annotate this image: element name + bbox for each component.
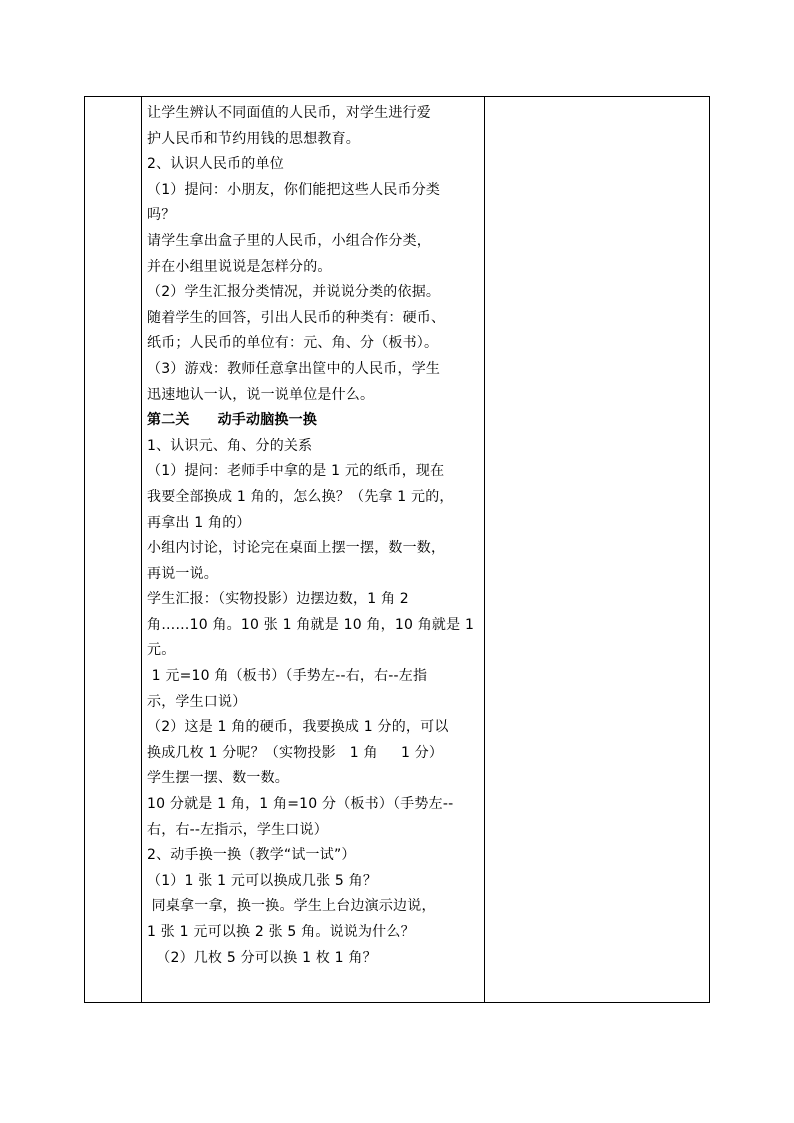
section-heading: 2、认识人民币的单位	[147, 156, 284, 173]
text-line: 再拿出 1 角的）	[147, 514, 251, 531]
text-line: （2）学生汇报分类情况，并说说分类的依据。	[147, 284, 441, 301]
text-line: 学生汇报：（实物投影）边摆边数，1 角 2	[147, 591, 409, 608]
stage-label: 第二关	[147, 412, 190, 429]
text-line: 右，右--左指示，学生口说）	[147, 821, 328, 838]
text-line: 换成几枚 1 分呢？（实物投影 1 角 1 分）	[147, 744, 444, 761]
lesson-content-cell	[147, 101, 481, 971]
text-line: 随着学生的回答，引出人民币的种类有：硬币、	[147, 309, 446, 326]
text-line: 1 元=10 角（板书）（手势左--右，右--左指	[147, 668, 428, 685]
text-line: （1）提问：小朋友，你们能把这些人民币分类	[147, 181, 441, 198]
text-line: （1）提问：老师手中拿的是 1 元的纸币，现在	[147, 463, 445, 480]
stage-heading	[147, 408, 481, 434]
text-line: 小组内讨论，讨论完在桌面上摆一摆，数一数，	[147, 540, 446, 557]
text-line: 并在小组里说说是怎样分的。	[147, 258, 332, 275]
text-line: 我要全部换成 1 角的，怎么换？（先拿 1 元的，	[147, 488, 454, 505]
text-line: 角……10 角。10 张 1 角就是 10 角，10 角就是 1	[147, 616, 475, 633]
text-line: 1 张 1 元可以换 2 张 5 角。说说为什么？	[147, 924, 415, 940]
text-line: 10 分就是 1 角，1 角=10 分（板书）（手势左--	[147, 796, 454, 813]
text-line: （3）游戏：教师任意拿出筐中的人民币，学生	[147, 360, 441, 377]
stage-title: 动手动脑换一换	[217, 412, 318, 429]
text-line: 迅速地认一认，说一说单位是什么。	[147, 386, 375, 403]
column-divider-left	[141, 97, 142, 1002]
text-line: 同桌拿一拿，换一换。学生上台边演示边说，	[147, 898, 436, 915]
text-line: 元。	[147, 642, 176, 659]
section-heading: 2、动手换一换（教学“试一试”）	[147, 847, 356, 864]
text-line: （2）这是 1 角的硬币，我要换成 1 分的，可以	[147, 719, 449, 736]
lesson-plan-table	[84, 96, 710, 1003]
text-line: （2）几枚 5 分可以换 1 枚 1 角？	[147, 949, 377, 966]
text-line: （1）1 张 1 元可以换成几张 5 角？	[147, 872, 378, 889]
text-line: 学生摆一摆、数一数。	[147, 770, 289, 787]
text-line: 护人民币和节约用钱的思想教育。	[147, 130, 360, 147]
text-line: 再说一说。	[147, 565, 218, 582]
text-line: 让学生辨认不同面值的人民币，对学生进行爱	[147, 105, 431, 121]
text-line: 示，学生口说）	[147, 693, 247, 710]
text-line: 请学生拿出盒子里的人民币，小组合作分类，	[147, 232, 431, 249]
text-line: 纸币；人民币的单位有：元、角、分（板书）。	[147, 335, 439, 352]
column-divider-right	[484, 97, 485, 1002]
section-heading: 1、认识元、角、分的关系	[147, 437, 313, 454]
text-line: 吗？	[147, 207, 176, 224]
